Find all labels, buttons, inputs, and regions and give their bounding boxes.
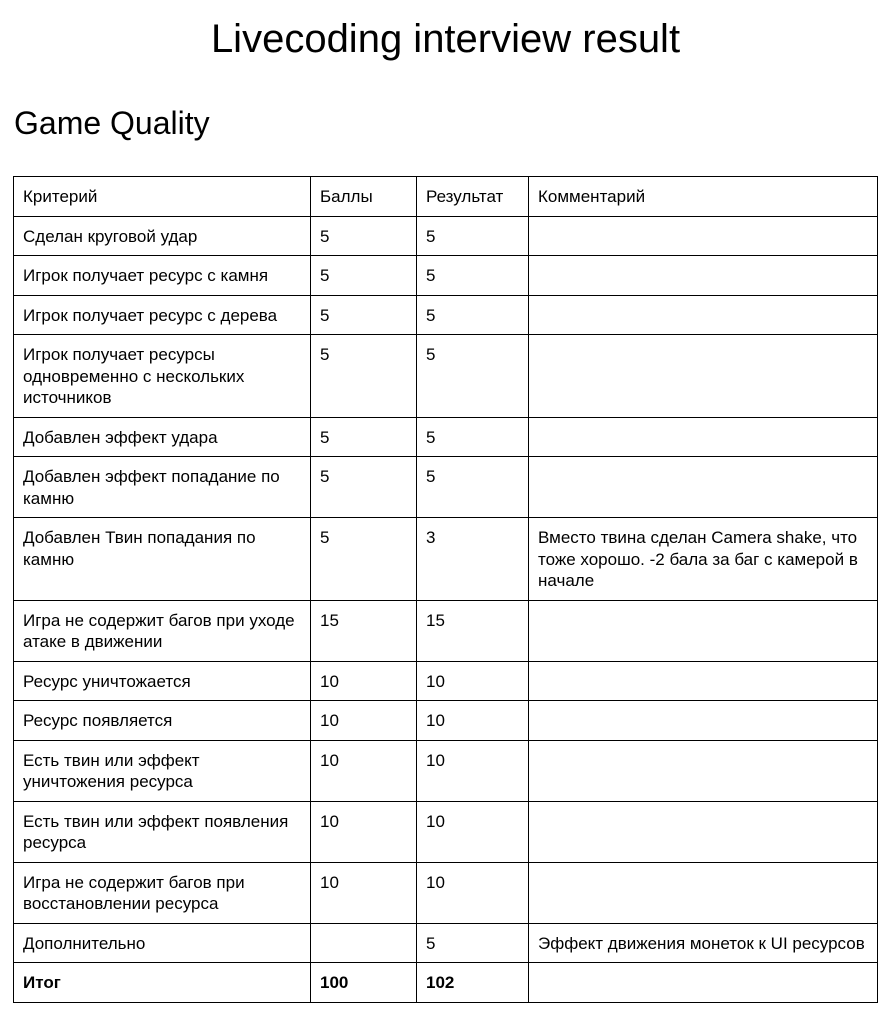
criterion-cell: Игрок получает ресурсы одновременно с нескольких источников xyxy=(14,335,311,418)
comment-cell xyxy=(529,661,878,701)
points-cell: 10 xyxy=(311,701,417,741)
table-row xyxy=(14,216,878,256)
table-row xyxy=(14,801,878,862)
result-cell: 5 xyxy=(417,457,529,518)
criterion-cell: Добавлен эффект попадание по камню xyxy=(14,457,311,518)
table-row xyxy=(14,457,878,518)
result-cell: 10 xyxy=(417,862,529,923)
points-cell: 5 xyxy=(311,457,417,518)
table-row xyxy=(14,661,878,701)
criterion-cell: Есть твин или эффект появления ресурса xyxy=(14,801,311,862)
table-row xyxy=(14,862,878,923)
criterion-cell: Ресурс появляется xyxy=(14,701,311,741)
comment-cell xyxy=(529,740,878,801)
criterion-cell: Игрок получает ресурс с камня xyxy=(14,256,311,296)
result-cell: 10 xyxy=(417,801,529,862)
total-label: Итог xyxy=(14,963,311,1003)
points-cell: 10 xyxy=(311,862,417,923)
criterion-cell: Есть твин или эффект уничтожения ресурса xyxy=(14,740,311,801)
result-cell: 10 xyxy=(417,661,529,701)
result-cell: 5 xyxy=(417,256,529,296)
criterion-cell: Игра не содержит багов при восстановлении ресурса xyxy=(14,862,311,923)
result-cell: 10 xyxy=(417,701,529,741)
criterion-cell: Игра не содержит багов при уходе атаке в движении xyxy=(14,600,311,661)
result-cell: 3 xyxy=(417,518,529,601)
table-row xyxy=(14,701,878,741)
comment-cell xyxy=(529,600,878,661)
header-comment: Комментарий xyxy=(529,177,878,217)
criterion-cell: Добавлен Твин попадания по камню xyxy=(14,518,311,601)
points-cell: 5 xyxy=(311,518,417,601)
result-cell: 5 xyxy=(417,295,529,335)
table-row xyxy=(14,295,878,335)
result-cell: 10 xyxy=(417,740,529,801)
table-row xyxy=(14,417,878,457)
table-row xyxy=(14,335,878,418)
table-row xyxy=(14,256,878,296)
points-cell xyxy=(311,923,417,963)
criterion-cell: Сделан круговой удар xyxy=(14,216,311,256)
points-cell: 5 xyxy=(311,256,417,296)
table-row xyxy=(14,923,878,963)
result-cell: 5 xyxy=(417,417,529,457)
table-row xyxy=(14,600,878,661)
comment-cell xyxy=(529,295,878,335)
criterion-cell: Игрок получает ресурс с дерева xyxy=(14,295,311,335)
points-cell: 5 xyxy=(311,335,417,418)
section-heading: Game Quality xyxy=(14,105,210,141)
result-cell: 15 xyxy=(417,600,529,661)
points-cell: 10 xyxy=(311,740,417,801)
document-title: Livecoding interview result xyxy=(210,17,681,61)
criterion-cell: Дополнительно xyxy=(14,923,311,963)
result-cell: 5 xyxy=(417,216,529,256)
header-criterion: Критерий xyxy=(14,177,311,217)
points-cell: 10 xyxy=(311,801,417,862)
total-comment xyxy=(529,963,878,1003)
comment-cell: Эффект движения монеток к UI ресурсов xyxy=(529,923,878,963)
header-row xyxy=(14,177,878,217)
points-cell: 15 xyxy=(311,600,417,661)
comment-cell xyxy=(529,216,878,256)
header-points: Баллы xyxy=(311,177,417,217)
table-row xyxy=(14,740,878,801)
comment-cell xyxy=(529,862,878,923)
comment-cell xyxy=(529,417,878,457)
comment-cell xyxy=(529,801,878,862)
header-result: Результат xyxy=(417,177,529,217)
comment-cell: Вместо твина сделан Camera shake, что тоже хорошо. -2 бала за баг с камерой в начале xyxy=(529,518,878,601)
result-cell: 5 xyxy=(417,923,529,963)
points-cell: 5 xyxy=(311,417,417,457)
table-header xyxy=(14,177,878,217)
comment-cell xyxy=(529,256,878,296)
total-points: 100 xyxy=(311,963,417,1003)
table-body xyxy=(14,216,878,1002)
table-row xyxy=(14,518,878,601)
points-cell: 5 xyxy=(311,295,417,335)
points-cell: 5 xyxy=(311,216,417,256)
comment-cell xyxy=(529,701,878,741)
comment-cell xyxy=(529,457,878,518)
points-cell: 10 xyxy=(311,661,417,701)
comment-cell xyxy=(529,335,878,418)
total-row xyxy=(14,963,878,1003)
criterion-cell: Ресурс уничтожается xyxy=(14,661,311,701)
criterion-cell: Добавлен эффект удара xyxy=(14,417,311,457)
total-result: 102 xyxy=(417,963,529,1003)
result-cell: 5 xyxy=(417,335,529,418)
results-table xyxy=(13,176,878,1003)
